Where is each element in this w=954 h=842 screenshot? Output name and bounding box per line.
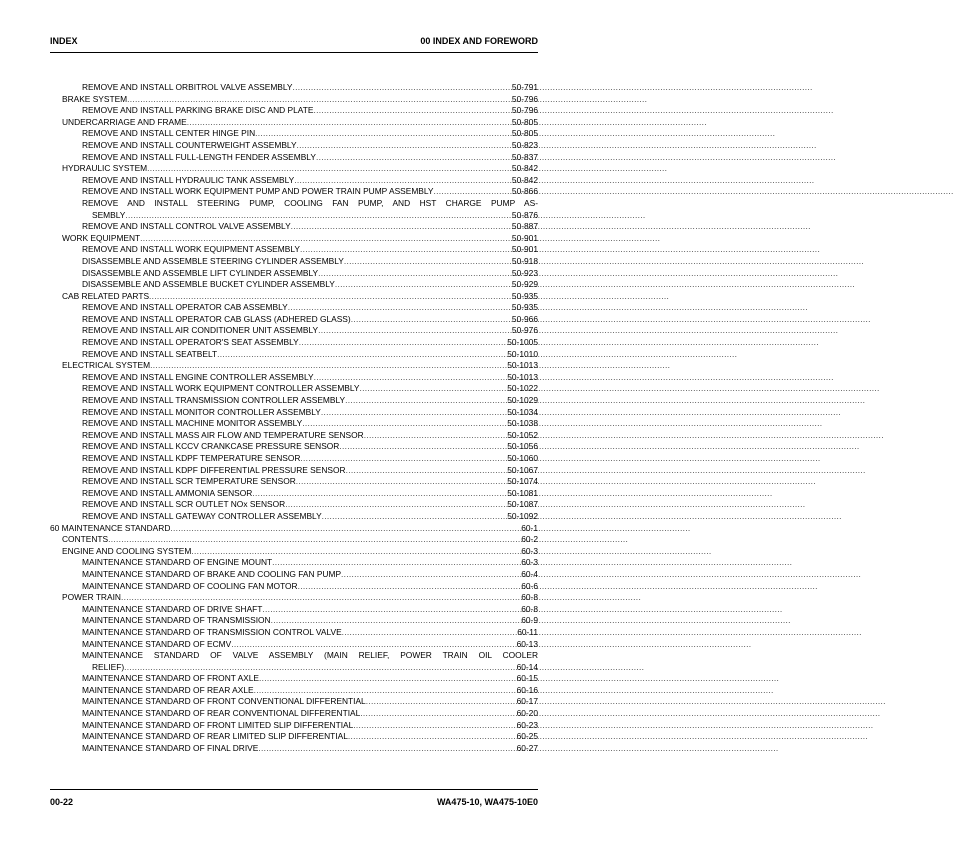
toc-entry-title: REMOVE AND INSTALL SCR OUTLET NOx SENSOR [82,499,286,510]
toc-page-number: 60-27 [516,742,538,753]
toc-page-number: 50-1013 [507,371,538,382]
toc-page-number: 50-805 [511,128,538,139]
toc-leader-dots [293,82,512,94]
toc-entry[interactable] [50,163,538,175]
toc-leader-dots [255,128,512,140]
toc-entry[interactable] [50,94,538,106]
toc-entry[interactable] [50,743,538,755]
toc-entry-title: REMOVE AND INSTALL KDPF TEMPERATURE SENSOR [82,453,301,463]
toc-leader-dots [298,581,522,593]
toc-leader-dots [345,395,507,407]
toc-page-number: 50-837 [511,151,538,162]
toc-page-number: 60-13 [516,638,538,649]
toc-entry[interactable] [50,128,538,140]
toc-entry[interactable] [50,523,538,535]
toc-entry-title: REMOVE AND INSTALL GATEWAY CONTROLLER ASSEMBLY [82,510,322,521]
toc-page-number: 50-887 [511,221,538,232]
toc-entry[interactable] [50,82,538,94]
toc-entry-title: MAINTENANCE STANDARD OF ECMV [82,638,232,649]
toc-entry[interactable] [50,395,538,407]
toc-entry-title: MAINTENANCE STANDARD OF ENGINE MOUNT [82,557,273,568]
toc-leader-dots [259,673,517,685]
toc-entry[interactable] [50,592,538,604]
toc-page-number: 50-796 [511,93,538,104]
header-chapter-title: 00 INDEX AND FOREWORD [420,36,538,46]
toc-page-number: 50-1067 [507,464,538,475]
toc-leader-dots [147,163,512,175]
toc-page-number: 60-16 [516,684,538,695]
toc-entry[interactable] [50,256,538,268]
toc-page-number: 50-1074 [507,476,538,487]
toc-page-number: 50-976 [511,325,538,336]
toc-entry[interactable] [50,604,538,616]
toc-entry-title: REMOVE AND INSTALL MASS AIR FLOW AND TEMPERATURE SENSOR [82,429,364,440]
toc-page-number: 50-1056 [507,441,538,452]
toc-entry-title: REMOVE AND INSTALL CONTROL VALVE ASSEMBLY [82,221,291,232]
toc-leader-dots [297,140,512,152]
toc-entry[interactable] [50,453,538,465]
toc-page-number: 50-805 [511,116,538,127]
page-header [50,36,538,50]
toc-page-number: 50-1038 [507,418,538,429]
toc-leader-dots [335,279,512,291]
toc-page-number: 60-8 [521,592,538,603]
toc-page-number: 50-866 [511,186,538,197]
toc-entry-title: REMOVE AND INSTALL AIR CONDITIONER UNIT ASSEMBLY [82,325,319,336]
toc-entry-title: POWER TRAIN [62,592,121,603]
toc-page-number: 50-901 [511,244,538,255]
toc-entry[interactable] [50,639,538,651]
toc-page-number: 50-876 [511,209,538,220]
toc-entry-title: REMOVE AND INSTALL WORK EQUIPMENT CONTROLLER ASSEMBLY [82,383,360,394]
toc-page-number: 60-17 [516,696,538,707]
toc-entry-title: REMOVE AND INSTALL WORK EQUIPMENT ASSEMBLY [82,244,300,255]
toc-entry-title: REMOVE AND INSTALL COUNTERWEIGHT ASSEMBLY [82,139,297,150]
toc-page-number: 50-1010 [507,348,538,359]
toc-entry-title: BRAKE SYSTEM [62,93,128,104]
toc-entry-title: REMOVE AND INSTALL KDPF DIFFERENTIAL PRESSURE SENSOR [82,464,346,475]
toc-leader-dots [285,499,507,511]
toc-entry[interactable] [50,349,538,361]
toc-entry-title: REMOVE AND INSTALL OPERATOR CAB ASSEMBLY [82,302,288,313]
toc-leader-dots [344,256,512,268]
toc-entry[interactable] [50,650,538,673]
toc-entry[interactable] [50,279,538,291]
toc-leader-dots [294,175,512,187]
toc-entry-title: MAINTENANCE STANDARD OF REAR CONVENTIONAL DIFFERENTIAL [82,708,361,719]
toc-entry[interactable] [50,244,538,256]
toc-page-number: 50-935 [511,290,538,301]
toc-entry[interactable] [50,175,538,187]
toc-entry[interactable] [50,152,538,164]
toc-leader-dots [313,105,511,117]
toc-entry[interactable] [50,198,538,221]
toc-entry[interactable] [50,569,538,581]
toc-entry-title: CONTENTS [62,534,109,545]
toc-entry-title: MAINTENANCE STANDARD OF REAR LIMITED SLIP DIFFERENTIAL [82,731,348,742]
toc-entry-title: REMOVE AND INSTALL OPERATOR'S SEAT ASSEMBLY [82,337,299,348]
toc-entry-title: REMOVE AND INSTALL HYDRAULIC TANK ASSEMBLY [82,174,295,185]
toc-leader-dots [321,407,507,419]
toc-page-number: 50-1081 [507,487,538,498]
toc-page-number: 50-842 [511,174,538,185]
toc-entry[interactable] [50,233,538,245]
toc-entry-title: 60 MAINTENANCE STANDARD [50,522,171,533]
toc-entry[interactable] [50,117,538,129]
table-of-contents [50,82,538,754]
toc-entry-title: DISASSEMBLE AND ASSEMBLE BUCKET CYLINDER ASSEMBLY [82,279,335,290]
toc-leader-dots [318,325,512,337]
toc-leader-dots [346,465,508,477]
toc-entry[interactable] [50,534,538,546]
page-footer [50,797,538,811]
toc-leader-dots [318,268,512,280]
toc-entry-title: MAINTENANCE STANDARD OF TRANSMISSION [82,615,271,626]
toc-leader-dots [364,430,508,442]
toc-page-number: 60-9 [521,615,538,626]
toc-entry-title: MAINTENANCE STANDARD OF BRAKE AND COOLING FAN PUMP [82,568,342,579]
toc-page-number: 50-791 [511,82,538,92]
toc-page-number: 60-4 [521,568,538,579]
toc-entry[interactable] [50,291,538,303]
toc-entry-title: REMOVE AND INSTALL SCR TEMPERATURE SENSOR [82,476,296,487]
toc-leader-dots [140,233,512,245]
toc-page-number: 60-3 [521,545,538,556]
toc-leader-dots [231,639,516,651]
toc-page-number: 50-929 [511,279,538,290]
toc-entry-title: REMOVE AND INSTALL ENGINE CONTROLLER ASSEMBLY [82,371,314,382]
toc-entry-title-continued: RELIEF) [92,661,125,672]
toc-leader-dots [296,476,507,488]
toc-leader-dots [360,708,516,720]
toc-entry[interactable] [50,105,538,117]
toc-page-number: 60-3 [521,557,538,568]
toc-page-number: 50-1060 [507,453,538,463]
toc-entry[interactable] [50,488,538,500]
toc-leader-dots [353,720,516,732]
toc-entry-title: REMOVE AND INSTALL CENTER HINGE PIN [82,128,256,139]
toc-leader-dots [149,291,512,303]
toc-entry[interactable] [50,221,538,233]
toc-page-number: 50-823 [511,139,538,150]
toc-page-number: 50-1013 [507,360,538,371]
toc-page-number: 50-1092 [507,510,538,521]
toc-entry[interactable] [50,441,538,453]
toc-page-number: 60-8 [521,603,538,614]
toc-leader-dots [316,152,512,164]
toc-entry-title: REMOVE AND INSTALL FULL-LENGTH FENDER ASSEMBLY [82,151,316,162]
toc-page-number: 60-20 [516,708,538,719]
toc-leader-dots [342,627,518,639]
toc-page-number: 50-1022 [507,383,538,394]
header-section-label: INDEX [50,36,78,46]
toc-entry-title: REMOVE AND INSTALL ORBITROL VALVE ASSEMBLY [82,82,293,92]
toc-page-number: 60-14 [516,661,538,672]
toc-entry[interactable] [50,511,538,523]
toc-leader-dots [258,743,516,755]
toc-entry-title: REMOVE AND INSTALL TRANSMISSION CONTROLLER ASSEMBLY [82,395,346,406]
toc-entry-title: ELECTRICAL SYSTEM [62,360,151,371]
toc-entry-title: REMOVE AND INSTALL AMMONIA SENSOR [82,487,253,498]
toc-entry[interactable] [50,627,538,639]
toc-entry[interactable] [50,186,538,198]
toc-entry[interactable] [50,731,538,743]
toc-entry[interactable] [50,696,538,708]
toc-leader-dots [170,523,521,535]
toc-leader-dots [262,604,521,616]
toc-entry-title: MAINTENANCE STANDARD OF TRANSMISSION CONTROL VALVE [82,626,342,637]
toc-leader-dots [187,117,512,129]
toc-leader-dots [252,488,507,500]
toc-entry-title: REMOVE AND INSTALL PARKING BRAKE DISC AND PLATE [82,105,314,116]
toc-page-number: 60-1 [521,522,538,533]
toc-leader-dots [300,453,507,465]
toc-leader-dots [217,349,507,361]
toc-page-number: 60-15 [516,673,538,684]
toc-entry[interactable] [50,499,538,511]
toc-page-number: 50-966 [511,313,538,324]
toc-leader-dots [341,569,521,581]
toc-page-number: 60-11 [517,626,538,637]
toc-page-number: 50-1034 [507,406,538,417]
toc-leader-dots [254,685,517,697]
toc-entry[interactable] [50,673,538,685]
toc-entry-title: MAINTENANCE STANDARD OF DRIVE SHAFT [82,603,263,614]
toc-entry-title: REMOVE AND INSTALL MACHINE MONITOR ASSEMBLY [82,418,303,429]
toc-entry[interactable] [50,685,538,697]
footer-divider [50,789,538,790]
toc-entry-title: MAINTENANCE STANDARD OF FRONT LIMITED SLIP DIFFERENTIAL [82,719,354,730]
toc-entry[interactable] [50,581,538,593]
toc-leader-dots [366,696,517,708]
toc-leader-dots [272,557,521,569]
toc-page-number: 50-1029 [507,395,538,406]
toc-entry-title: MAINTENANCE STANDARD OF REAR AXLE [82,684,254,695]
toc-leader-dots [300,244,512,256]
toc-entry[interactable] [50,314,538,326]
toc-leader-dots [108,534,521,546]
toc-leader-dots [322,511,508,523]
toc-entry-title: DISASSEMBLE AND ASSEMBLE LIFT CYLINDER ASSEMBLY [82,267,319,278]
toc-leader-dots [124,662,516,674]
toc-entry-title: ENGINE AND COOLING SYSTEM [62,545,192,556]
toc-leader-dots [302,418,507,430]
toc-entry[interactable] [50,302,538,314]
toc-leader-dots [150,360,507,372]
toc-leader-dots [271,615,522,627]
toc-entry-title: REMOVE AND INSTALL STEERING PUMP, COOLING FAN PUMP, AND HST CHARGE PUMP AS- [82,197,538,208]
toc-entry[interactable] [50,325,538,337]
toc-leader-dots [299,337,507,349]
toc-page-number: 60-6 [521,580,538,591]
toc-entry[interactable] [50,337,538,349]
toc-leader-dots [434,186,512,198]
toc-entry[interactable] [50,372,538,384]
toc-entry-title: CAB RELATED PARTS [62,290,150,301]
toc-page-number: 50-796 [511,105,538,116]
toc-entry-title: REMOVE AND INSTALL MONITOR CONTROLLER ASSEMBLY [82,406,321,417]
toc-page-number: 50-842 [511,163,538,174]
toc-page-number: 60-2 [521,534,538,545]
toc-entry[interactable] [50,418,538,430]
toc-entry-title: MAINTENANCE STANDARD OF FRONT AXLE [82,673,259,684]
toc-leader-dots [291,221,512,233]
toc-page-number: 60-23 [516,719,538,730]
toc-entry[interactable] [50,476,538,488]
model-number: WA475-10, WA475-10E0 [436,797,538,807]
toc-leader-dots [191,546,521,558]
toc-entry[interactable] [50,557,538,569]
toc-entry-title: REMOVE AND INSTALL SEATBELT [82,348,218,359]
toc-entry-title: MAINTENANCE STANDARD OF COOLING FAN MOTOR [82,580,298,591]
toc-page-number: 50-1087 [507,499,538,510]
toc-entry-title: UNDERCARRIAGE AND FRAME [62,116,187,127]
page-number: 00-22 [50,797,74,807]
toc-page-number: 50-918 [511,255,538,266]
toc-page-number: 50-923 [511,267,538,278]
toc-entry[interactable] [50,615,538,627]
toc-entry-title: REMOVE AND INSTALL KCCV CRANKCASE PRESSURE SENSOR [82,441,340,452]
toc-entry-title: MAINTENANCE STANDARD OF FINAL DRIVE [82,742,259,753]
toc-page-number: 50-1005 [507,337,538,348]
toc-leader-dots [288,302,512,314]
toc-entry[interactable] [50,708,538,720]
toc-entry-title: HYDRAULIC SYSTEM [62,163,148,174]
toc-entry-title: REMOVE AND INSTALL WORK EQUIPMENT PUMP AND POWER TRAIN PUMP ASSEMBLY [82,186,434,197]
toc-leader-dots [360,383,508,395]
toc-entry-title: DISASSEMBLE AND ASSEMBLE STEERING CYLINDER ASSEMBLY [82,255,344,266]
toc-entry[interactable] [50,546,538,558]
toc-entry-title: REMOVE AND INSTALL OPERATOR CAB GLASS (ADHERED GLASS) [82,313,351,324]
toc-leader-dots [348,731,517,743]
toc-page-number: 50-1052 [507,429,538,440]
toc-leader-dots [351,314,512,326]
toc-entry[interactable] [50,465,538,477]
toc-page-number: 50-935 [511,302,538,313]
toc-entry[interactable] [50,430,538,442]
toc-entry-title: MAINTENANCE STANDARD OF FRONT CONVENTIONAL DIFFERENTIAL [82,696,366,707]
header-divider [50,52,538,53]
toc-entry[interactable] [50,407,538,419]
toc-entry[interactable] [50,383,538,395]
toc-entry-title-continued: SEMBLY [92,209,126,220]
toc-entry-title: WORK EQUIPMENT [62,232,141,243]
toc-leader-dots [125,210,512,222]
toc-entry[interactable] [50,720,538,732]
toc-page-number: 50-901 [511,232,538,243]
toc-leader-dots [121,592,521,604]
toc-entry[interactable] [50,140,538,152]
toc-leader-dots [339,441,507,453]
toc-entry[interactable] [50,360,538,372]
toc-page-number: 60-25 [516,731,538,742]
toc-entry[interactable] [50,268,538,280]
toc-leader-dots [127,94,512,106]
toc-entry-title: MAINTENANCE STANDARD OF VALVE ASSEMBLY (MAIN RELIEF, POWER TRAIN OIL COOLER [82,650,538,661]
toc-leader-dots [314,372,508,384]
